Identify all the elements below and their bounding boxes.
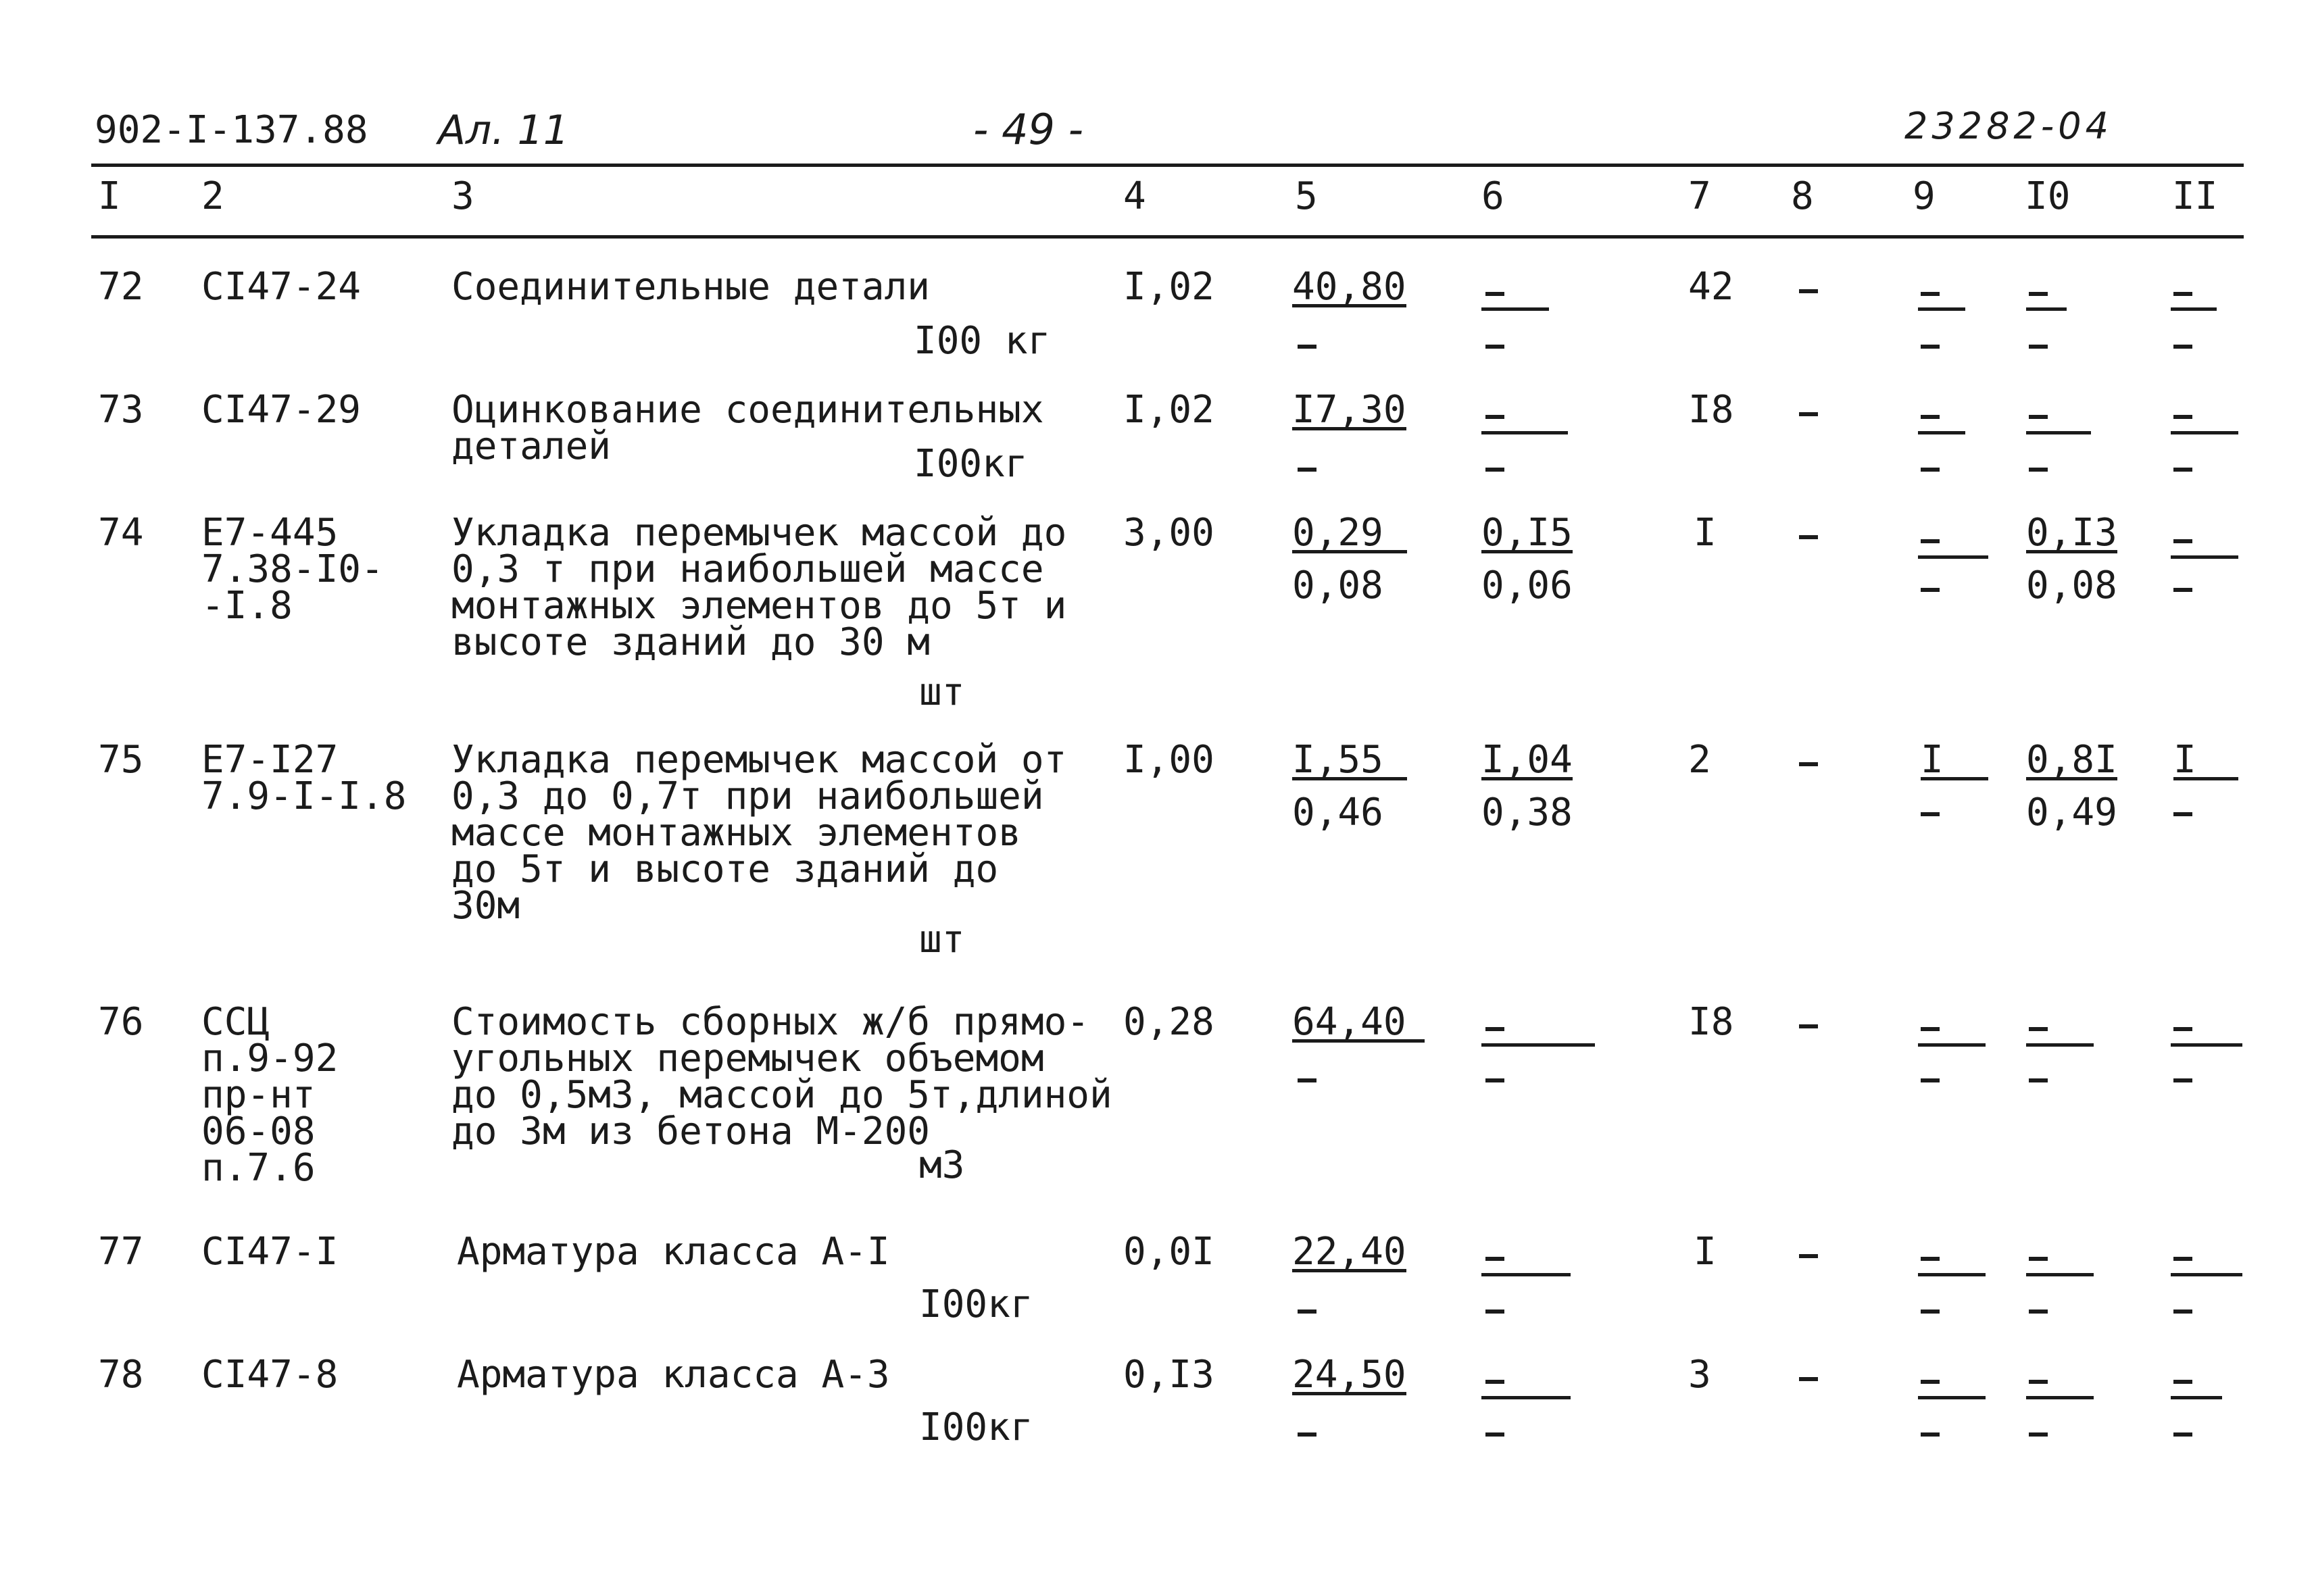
col6-top-dash-mark <box>1485 1380 1504 1384</box>
col9-top-dash <box>1918 555 1988 559</box>
col11-bottom-dash <box>2173 588 2192 592</box>
col9-top-dash <box>1918 307 1965 311</box>
col10-bottom-dash <box>2029 468 2048 472</box>
code-line: CI47-29 <box>201 388 362 432</box>
description-line: до 5т и высоте зданий до <box>451 847 999 891</box>
col11-bottom-dash <box>2173 1432 2192 1437</box>
col11-top-dash-mark <box>2173 1257 2192 1261</box>
row-number: 75 <box>98 738 144 782</box>
col6-top-dash-mark <box>1485 1027 1504 1031</box>
col6-top-dash <box>1481 1043 1595 1047</box>
col6-top-dash <box>1481 431 1568 434</box>
col10-top <box>2026 738 2117 782</box>
col-header-2: 2 <box>201 174 224 218</box>
row-number: 74 <box>98 511 144 555</box>
col5-bottom-dash <box>1298 1310 1316 1314</box>
code-line: пр-нт <box>201 1073 316 1117</box>
col9-bottom-dash <box>1921 345 1940 349</box>
description-line: 0,3 до 0,7т при наибольшей <box>451 774 1044 818</box>
unit: шт <box>919 670 965 714</box>
description-line: Стоимость сборных ж/б прямо- <box>451 1000 1090 1044</box>
quantity: I,00 <box>1123 738 1214 782</box>
col10-top-dash <box>2026 307 2067 311</box>
row-number: 78 <box>98 1353 144 1397</box>
col11-bottom-dash <box>2173 1310 2192 1314</box>
col10-bottom-dash <box>2029 1432 2048 1437</box>
col5-top <box>1292 738 1407 782</box>
col11-top-dash <box>2171 555 2238 559</box>
unit: I00кг <box>914 442 1028 486</box>
row-number: 72 <box>98 265 144 309</box>
col5-value: 22,40 <box>1292 1230 1406 1274</box>
col10-top <box>2026 511 2117 555</box>
col11-bottom-dash <box>2173 468 2192 472</box>
col9-top-dash-mark <box>1921 1027 1940 1031</box>
row-number: 77 <box>98 1230 144 1274</box>
description-line: 30м <box>451 884 520 928</box>
col6-top <box>1481 511 1573 555</box>
unit: м3 <box>919 1143 965 1187</box>
col10-bottom: 0,08 <box>2026 564 2117 607</box>
col8-dash <box>1799 762 1818 766</box>
code-line: 7.9-I-I.8 <box>201 774 407 818</box>
quantity: I,02 <box>1123 265 1214 309</box>
page-number: - 49 - <box>973 105 1084 154</box>
col10-value: 0,8I <box>2026 738 2117 782</box>
code-line: п.9-92 <box>201 1037 339 1080</box>
col-header-1: I <box>98 174 121 218</box>
col5-bottom-dash <box>1298 345 1316 349</box>
description-line: угольных перемычек объемом <box>451 1037 1044 1080</box>
col9-top-dash <box>1918 1396 1986 1399</box>
header-rule-top <box>91 164 2244 167</box>
col-header-5: 5 <box>1295 174 1318 218</box>
col6-top-dash-mark <box>1485 415 1504 419</box>
col5-bottom-dash <box>1298 1078 1316 1082</box>
quantity: 0,28 <box>1123 1000 1214 1044</box>
col7-value: I <box>1694 511 1717 555</box>
col5-top <box>1292 388 1406 432</box>
col5-bottom-dash <box>1298 468 1316 472</box>
col9-bottom-dash <box>1921 1310 1940 1314</box>
code-line: CI47-I <box>201 1230 339 1274</box>
unit: шт <box>919 918 965 962</box>
col-header-9: 9 <box>1913 174 1936 218</box>
description-line: массе монтажных элементов <box>451 811 1021 855</box>
unit: I00кг <box>919 1282 1033 1326</box>
col5-top <box>1292 1353 1406 1397</box>
description-line: Укладка перемычек массой до <box>451 511 1067 555</box>
col8-dash <box>1799 1377 1818 1381</box>
description-line: Укладка перемычек массой от <box>451 738 1067 782</box>
col6-top-dash-mark <box>1485 292 1504 296</box>
col10-top-dash-mark <box>2029 292 2048 296</box>
col11-bottom-dash <box>2173 345 2192 349</box>
col11-bottom-dash <box>2173 812 2192 816</box>
quantity: 3,00 <box>1123 511 1214 555</box>
col6-top-dash-mark <box>1485 1257 1504 1261</box>
col10-top-dash <box>2026 431 2091 434</box>
description-line: до 3м из бетона М-200 <box>451 1109 931 1153</box>
col11-top-dash-mark <box>2173 415 2192 419</box>
col-header-7: 7 <box>1688 174 1711 218</box>
col9-top-dash-mark <box>1921 292 1940 296</box>
col8-dash <box>1799 1254 1818 1258</box>
col5-bottom: 0,46 <box>1292 791 1383 834</box>
col6-top <box>1481 738 1573 782</box>
code-line: п.7.6 <box>201 1146 316 1190</box>
col5-top <box>1292 511 1407 555</box>
col11-top-dash-mark <box>2173 539 2192 543</box>
col11-top-dash-mark <box>2173 1380 2192 1384</box>
col-header-10: I0 <box>2025 174 2071 218</box>
row-number: 76 <box>98 1000 144 1044</box>
col5-bottom-dash <box>1298 1432 1316 1437</box>
col11-top-dash-mark <box>2173 292 2192 296</box>
col6-bottom-dash <box>1485 1432 1504 1437</box>
col9-value: I <box>1921 743 1988 780</box>
col11-bottom-dash <box>2173 1078 2192 1082</box>
col5-top <box>1292 1000 1425 1044</box>
col-header-6: 6 <box>1481 174 1504 218</box>
col5-value: 40,80 <box>1292 265 1406 309</box>
col10-top-dash-mark <box>2029 1257 2048 1261</box>
col5-value: 24,50 <box>1292 1353 1406 1397</box>
col6-bottom-dash <box>1485 345 1504 349</box>
code-line: 06-08 <box>201 1109 316 1153</box>
sheet-label: Ал. 11 <box>438 107 569 154</box>
col7-value: 3 <box>1688 1353 1711 1397</box>
col8-dash <box>1799 412 1818 416</box>
col11-top-dash <box>2171 1396 2222 1399</box>
col-header-8: 8 <box>1791 174 1814 218</box>
col6-top-dash <box>1481 1273 1571 1276</box>
col11-top-dash <box>2171 1043 2242 1047</box>
col9-bottom-dash <box>1921 812 1940 816</box>
col5-value: 0,29 <box>1292 516 1407 553</box>
description-line: до 0,5м3, массой до 5т,длиной <box>451 1073 1112 1117</box>
col10-bottom-dash <box>2029 345 2048 349</box>
description-line: Арматура класса А-I <box>457 1230 890 1274</box>
reference-number: 23282-04 <box>1904 105 2113 147</box>
col7-value: I <box>1694 1230 1717 1274</box>
col6-bottom-dash <box>1485 1310 1504 1314</box>
col9-top-dash <box>1918 1043 1986 1047</box>
col6-bottom: 0,06 <box>1481 564 1573 607</box>
description-line: Соединительные детали <box>451 265 931 309</box>
col9-bottom-dash <box>1921 588 1940 592</box>
col6-bottom-dash <box>1485 1078 1504 1082</box>
col10-top-dash <box>2026 1043 2094 1047</box>
description-line: 0,3 т при наибольшей массе <box>451 547 1044 591</box>
quantity: 0,I3 <box>1123 1353 1214 1397</box>
col9-top-dash-mark <box>1921 539 1940 543</box>
col9-top-dash-mark <box>1921 1257 1940 1261</box>
col11-value: I <box>2173 743 2238 780</box>
col10-bottom-dash <box>2029 1310 2048 1314</box>
col11-top-dash <box>2171 431 2238 434</box>
col9-top-dash <box>1918 1273 1986 1276</box>
unit: I00 кг <box>914 319 1051 363</box>
col6-bottom: 0,38 <box>1481 791 1573 834</box>
row-number: 73 <box>98 388 144 432</box>
col6-bottom-dash <box>1485 468 1504 472</box>
col5-value: I7,30 <box>1292 388 1406 432</box>
col5-value: 64,40 <box>1292 1005 1425 1043</box>
code-line: E7-I27 <box>201 738 339 782</box>
col10-bottom-dash <box>2029 1078 2048 1082</box>
col10-bottom: 0,49 <box>2026 791 2117 834</box>
col9-top-dash-mark <box>1921 1380 1940 1384</box>
col11-top <box>2173 738 2238 782</box>
col10-top-dash-mark <box>2029 415 2048 419</box>
description-line: монтажных элементов до 5т и <box>451 584 1067 628</box>
col8-dash <box>1799 535 1818 539</box>
quantity: I,02 <box>1123 388 1214 432</box>
col6-top-dash <box>1481 307 1549 311</box>
header-rule-bottom <box>91 235 2244 239</box>
code-line: CI47-8 <box>201 1353 339 1397</box>
col9-top-dash <box>1918 431 1965 434</box>
code-line: ССЦ <box>201 1000 270 1044</box>
col7-value: I8 <box>1688 388 1734 432</box>
col9-top-dash-mark <box>1921 415 1940 419</box>
col-header-4: 4 <box>1123 174 1146 218</box>
col5-top <box>1292 265 1406 309</box>
col5-bottom: 0,08 <box>1292 564 1383 607</box>
col8-dash <box>1799 289 1818 293</box>
col7-value: 42 <box>1688 265 1734 309</box>
col11-top-dash <box>2171 307 2217 311</box>
col10-top-dash <box>2026 1273 2094 1276</box>
col9-bottom-dash <box>1921 468 1940 472</box>
col10-top-dash-mark <box>2029 1380 2048 1384</box>
col10-value: 0,I3 <box>2026 511 2117 555</box>
code-line: -I.8 <box>201 584 293 628</box>
col5-top <box>1292 1230 1406 1274</box>
col-header-3: 3 <box>451 174 474 218</box>
col6-top-dash <box>1481 1396 1571 1399</box>
col10-top-dash-mark <box>2029 1027 2048 1031</box>
col9-bottom-dash <box>1921 1078 1940 1082</box>
col7-value: I8 <box>1688 1000 1734 1044</box>
col5-value: I,55 <box>1292 743 1407 780</box>
col9-top <box>1921 738 1988 782</box>
code-line: 7.38-I0- <box>201 547 384 591</box>
col6-value: 0,I5 <box>1481 511 1573 555</box>
col10-top-dash <box>2026 1396 2094 1399</box>
description-line: Оцинкование соединительных <box>451 388 1044 432</box>
col7-value: 2 <box>1688 738 1711 782</box>
unit: I00кг <box>919 1405 1033 1449</box>
description-line: деталей <box>451 424 612 468</box>
quantity: 0,0I <box>1123 1230 1214 1274</box>
col6-value: I,04 <box>1481 738 1573 782</box>
doc-code: 902-I-137.88 <box>95 108 368 152</box>
col11-top-dash <box>2171 1273 2242 1276</box>
description-line: высоте зданий до 30 м <box>451 620 931 664</box>
col-header-11: II <box>2172 174 2218 218</box>
col8-dash <box>1799 1024 1818 1028</box>
code-line: CI47-24 <box>201 265 362 309</box>
col9-bottom-dash <box>1921 1432 1940 1437</box>
code-line: E7-445 <box>201 511 339 555</box>
description-line: Арматура класса А-3 <box>457 1353 890 1397</box>
col11-top-dash-mark <box>2173 1027 2192 1031</box>
